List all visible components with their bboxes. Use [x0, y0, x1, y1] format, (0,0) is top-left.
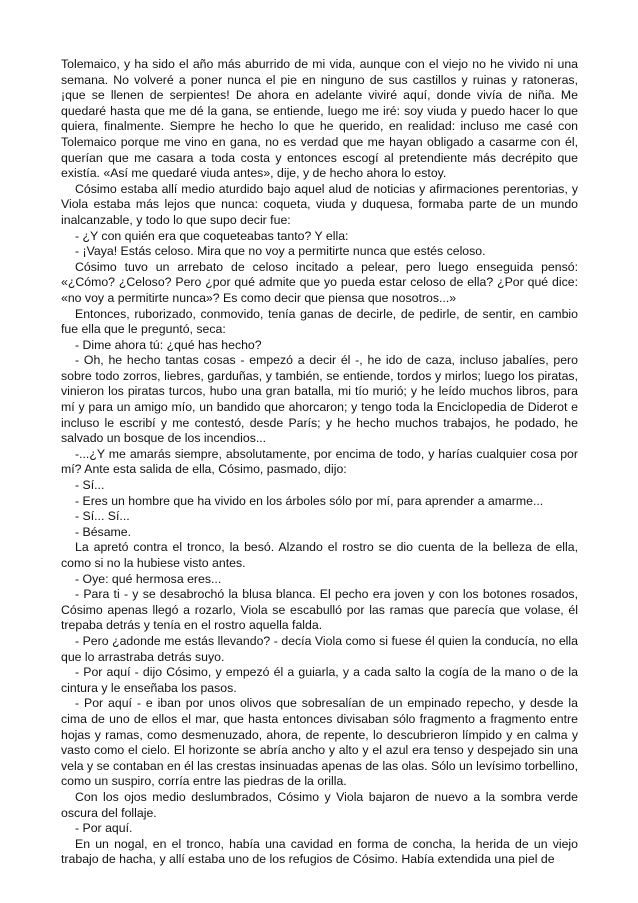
paragraph-5: Cósimo tuvo un arrebato de celoso incitado a pelear, pero luego enseguida pensó: «¿Cómo? ¿Celoso? Pero ¿por qué admite que yo pueda estar celoso de ella? ¿Por qué dice: «no voy a permitirte nunca»? Es como decir que piensa que nosotros...»: [61, 259, 578, 305]
paragraph-7: - Dime ahora tú: ¿qué has hecho?: [75, 337, 262, 352]
paragraph-19: - Por aquí - e iban por unos olivos que sobresalían de un empinado repecho, y desde la cima de uno de ellos el mar, que hasta entonces divisaban sólo fragmento a fragmento entre hojas y ramas, como desmenuzado, ahora, de repente, lo descubrieron límpido y en calma y vasto como el cielo. El horizonte se abría ancho y alto y el azul era tenso y despejado sin una vela y se contaban en él las crestas insinuadas apenas de las olas. Sólo un levísimo torbellino, como un suspiro, corría entre las piedras de la orilla.: [61, 696, 578, 789]
paragraph-6: Entonces, ruborizado, conmovido, tenía ganas de decirle, de pedirle, de sentir, en cambio fue ella que le preguntó, seca:: [61, 306, 578, 337]
paragraph-2: Cósimo estaba allí medio aturdido bajo aquel alud de noticias y afirmaciones perentorias, y Viola estaba más lejos que nunca: coqueta, viuda y duquesa, formaba parte de un mundo inalcanzable, y todo lo que supo decir fue:: [61, 181, 578, 227]
paragraph-4: - ¡Vaya! Estás celoso. Mira que no voy a permitirte nunca que estés celoso.: [75, 244, 486, 259]
paragraph-13: - Bésame.: [75, 524, 132, 539]
paragraph-21: - Por aquí.: [75, 821, 133, 836]
paragraph-20: Con los ojos medio deslumbrados, Cósimo y Viola bajaron de nuevo a la sombra verde oscura del follaje.: [61, 789, 578, 820]
paragraph-8: - Oh, he hecho tantas cosas - empezó a decir él -, he ido de caza, incluso jabalíes, pero sobre todo zorros, liebres, garduñas, y también, se entiende, tordos y mirlos; luego los piratas, vinieron los piratas turcos, hubo una gran batalla, mi tío murió; y he leído muchos libros, para mí y para un amigo mío, un bandido que ahorcaron; y tengo toda la Enciclopedia de Diderot e incluso le escribí y me contestó, desde París; y he hecho muchos trabajos, he podado, he salvado un bosque de los incendios...: [61, 353, 578, 446]
paragraph-9: -...¿Y me amarás siempre, absolutamente, por encima de todo, y harías cualquier cosa por mí? Ante esta salida de ella, Cósimo, pasmado, dijo:: [61, 446, 578, 477]
paragraph-14: La apretó contra el tronco, la besó. Alzando el rostro se dio cuenta de la belleza de ella, como si no la hubiese visto antes.: [61, 540, 578, 570]
paragraph-11: - Eres un hombre que ha vivido en los árboles sólo por mí, para aprender a amarme...: [75, 493, 544, 508]
document-page: [61, 57, 578, 868]
paragraph-22: En un nogal, en el tronco, había una cavidad en forma de concha, la herida de un viejo trabajo de hacha, y allí estaba uno de los refugios de Cósimo. Había extendida una piel de: [61, 836, 578, 867]
paragraph-12: - Sí... Sí...: [75, 509, 130, 524]
paragraph-17: - Pero ¿adonde me estás llevando? - decía Viola como si fuese él quien la conducía, no ella que lo arrastraba detrás suyo.: [61, 633, 578, 664]
paragraph-10: - Sí...: [75, 478, 105, 493]
paragraph-1: Tolemaico, y ha sido el año más aburrido de mi vida, aunque con el viejo no he vivido ni una semana. No volveré a poner nunca el pie en ninguno de sus castillos y ruinas y ratoneras, ¡que se llenen de serpientes! De ahora en adelante viviré aquí, donde vivía de niña. Me quedaré hasta que me dé la gana, se entiende, luego me iré: soy viuda y puedo hacer lo que quiera, finalmente. Siempre he hecho lo que he querido, en realidad: incluso me casé con Tolemaico porque me vino en gana, no es verdad que me hayan obligado a casarme con él, querían que me casara a toda costa y entonces escogí al pretendiente más decrépito que existía. «Así me quedaré viuda antes», dije, y de hecho ahora lo estoy.: [61, 57, 578, 181]
paragraph-3: - ¿Y con quién era que coqueteabas tanto? Y ella:: [75, 228, 349, 243]
paragraph-15: - Oye: qué hermosa eres...: [75, 571, 222, 586]
paragraph-18: - Por aquí - dijo Cósimo, y empezó él a guiarla, y a cada salto la cogía de la mano o de la cintura y le enseñaba los pasos.: [61, 665, 578, 695]
paragraph-16: - Para ti - y se desabrochó la blusa blanca. El pecho era joven y con los botones rosados, Cósimo apenas llegó a rozarlo, Viola se escabulló por las ramas que parecía que volase, él trepaba detrás y tenía en el rostro aquella falda.: [61, 587, 578, 633]
